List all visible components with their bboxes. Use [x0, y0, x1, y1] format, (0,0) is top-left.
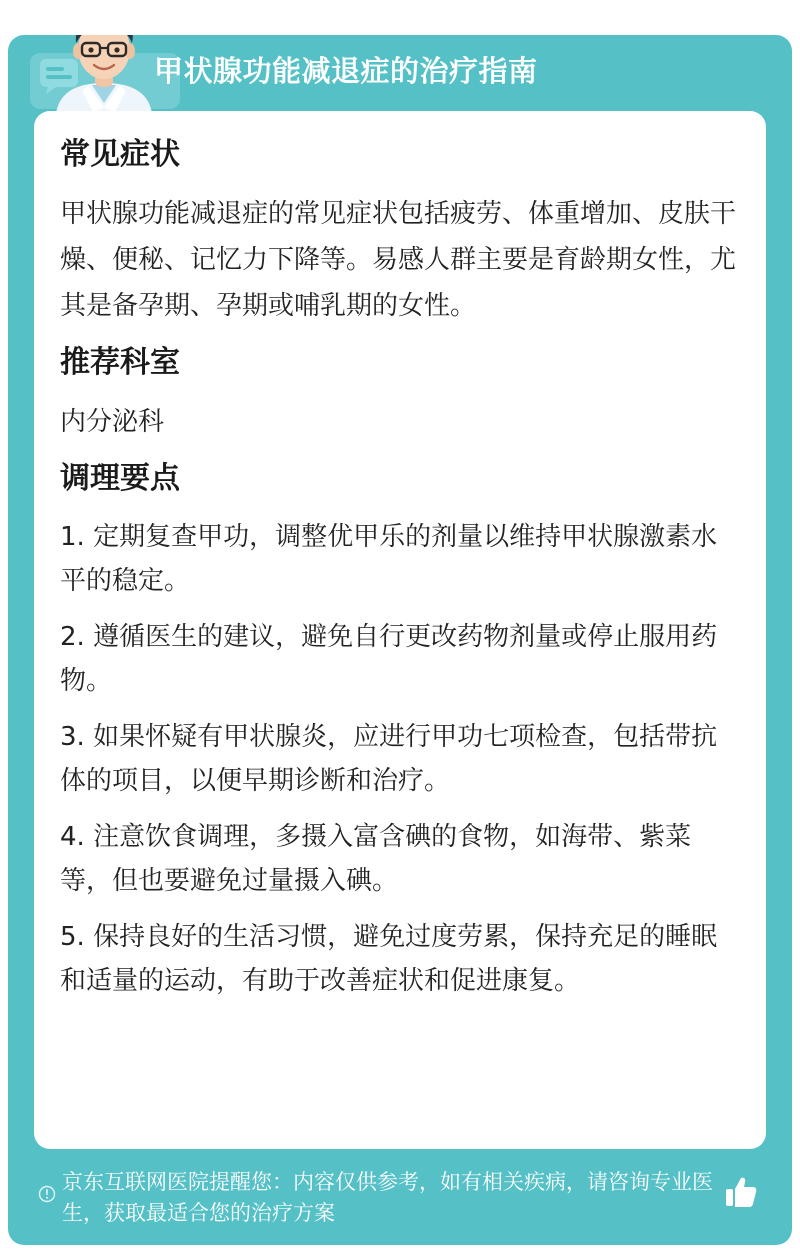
article-frame	[8, 35, 792, 1245]
section-care	[60, 457, 740, 1003]
list-item: 3. 如果怀疑有甲状腺炎，应进行甲功七项检查，包括带抗体的项目，以便早期诊断和治疗。	[60, 722, 718, 796]
section-title-department: 推荐科室	[60, 345, 180, 380]
list-item: 1. 定期复查甲功，调整优甲乐的剂量以维持甲状腺激素水平的稳定。	[60, 522, 718, 596]
header	[8, 35, 792, 113]
list-item: 5. 保持良好的生活习惯，避免过度劳累，保持充足的睡眠和适量的运动，有助于改善症状和促进康复。	[60, 922, 718, 996]
thumbs-up-icon[interactable]	[724, 1175, 758, 1209]
disclaimer-text: 京东互联网医院提醒您：内容仅供参考，如有相关疾病，请咨询专业医生，获取最适合您的治疗方案	[62, 1170, 713, 1225]
list-item: 4. 注意饮食调理，多摄入富含碘的食物，如海带、紫菜等，但也要避免过量摄入碘。	[60, 822, 692, 896]
section-symptoms	[60, 133, 740, 329]
list-item: 2. 遵循医生的建议，避免自行更改药物剂量或停止服用药物。	[60, 622, 718, 696]
section-title-symptoms: 常见症状	[60, 137, 180, 172]
footer	[8, 1157, 792, 1245]
info-icon	[38, 1185, 56, 1203]
doctor-avatar	[48, 35, 160, 113]
section-department	[60, 341, 740, 445]
content-card	[34, 111, 766, 1149]
symptoms-text: 甲状腺功能减退症的常见症状包括疲劳、体重增加、皮肤干燥、便秘、记忆力下降等。易感人群主要是育龄期女性，尤其是备孕期、孕期或哺乳期的女性。	[60, 199, 737, 321]
page-title: 甲状腺功能减退症的治疗指南	[154, 54, 538, 88]
department-text: 内分泌科	[60, 407, 165, 437]
section-title-care: 调理要点	[60, 461, 180, 496]
card-content	[60, 133, 740, 1015]
